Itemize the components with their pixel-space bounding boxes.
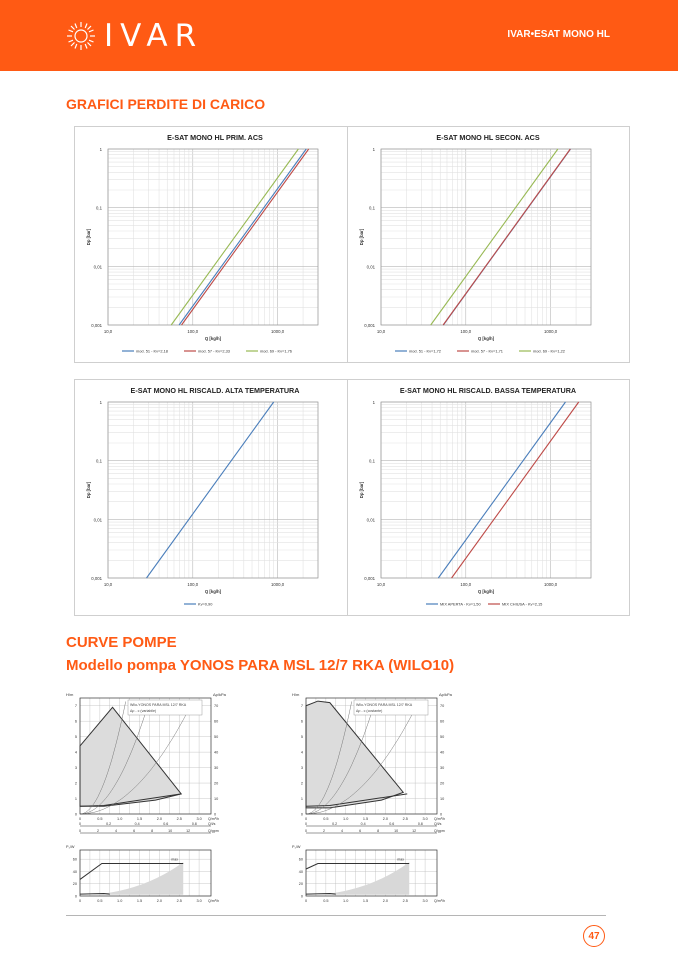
gpm-tick-label: 0 (305, 829, 307, 833)
pump-curve-variable (66, 690, 241, 910)
x-tick-label: 0.5 (323, 817, 329, 821)
y-tick-label: 0 (74, 812, 77, 817)
y-tick-label: 1 (99, 147, 102, 152)
pump-svg (292, 690, 467, 905)
chart-svg (75, 127, 356, 362)
power-x-tick-label: 1.0 (117, 899, 123, 903)
y-tick-label: 1 (74, 797, 77, 802)
plot-frame (381, 149, 591, 325)
ls-tick-label: 0.6 (163, 822, 169, 826)
power-x-tick-label: 2.0 (382, 899, 389, 903)
ls-tick-label: 0 (79, 822, 81, 826)
power-x-tick-label: 1.0 (343, 899, 349, 903)
plot-frame (108, 402, 318, 578)
chart-prim-acs (74, 126, 357, 363)
power-axis-label: P₁/W (66, 845, 75, 849)
x-tick-label: 2.5 (402, 817, 408, 821)
y-tick-label: 4 (300, 750, 303, 755)
y-tick-label: 1 (372, 400, 375, 405)
y-tick-label: 1 (372, 147, 375, 152)
x-tick-label: 1.5 (136, 817, 143, 821)
chart-svg (75, 380, 356, 615)
x-axis-label: Q/m³/h (434, 817, 445, 821)
y-tick-label: 0,01 (93, 264, 102, 270)
gpm-tick-label: 12 (412, 829, 417, 833)
gpm-tick-label: 4 (115, 829, 118, 833)
power-x-tick-label: 2.5 (176, 899, 182, 903)
ls-tick-label: 0.2 (106, 822, 112, 826)
x-tick-label: 1000,0 (543, 582, 558, 587)
y-axis-label: Dp [bar] (86, 228, 91, 246)
series-line (452, 402, 579, 578)
legend-label: mod. 69 - Kv=1,76 (260, 348, 292, 354)
sun-logo-icon (66, 21, 96, 51)
x-tick-label: 2.5 (176, 817, 182, 821)
y-tick-label-right: 50 (440, 735, 445, 740)
y-tick-label-right: 10 (214, 797, 219, 802)
legend-label: mod. 51 - Kv=2,18 (136, 348, 168, 354)
y-tick-label: 3 (300, 766, 303, 771)
y-tick-label: 0,001 (91, 323, 102, 328)
x-tick-label: 100,0 (460, 329, 472, 334)
power-x-axis-label: Q/m³/h (434, 899, 445, 903)
gpm-tick-label: 0 (79, 829, 81, 833)
power-y-tick-label: 40 (298, 869, 303, 874)
power-min-curve (80, 894, 110, 895)
x-axis-label: Q [kg/h] (477, 589, 495, 594)
gpm-tick-label: 2 (97, 829, 100, 833)
y-tick-label-right: 20 (440, 781, 445, 786)
legend-label: Kv=0,90 (198, 601, 213, 607)
y-tick-label: 3 (74, 766, 77, 771)
y-tick-label-right: 0 (214, 812, 217, 817)
power-x-tick-label: 2.0 (156, 899, 163, 903)
pump-curve-constant (292, 690, 467, 910)
power-x-axis-label: Q/m³/h (208, 899, 219, 903)
power-min-curve (306, 894, 336, 895)
series-line (443, 149, 570, 325)
y-tick-label: 4 (74, 750, 77, 755)
brand-logo (66, 20, 203, 52)
chart-title: E-SAT MONO HL RISCALD. BASSA TEMPERATURA (399, 386, 577, 395)
x-tick-label: 1000,0 (543, 329, 558, 334)
legend-label: MIX CHIUSA - Kv=2,15 (502, 601, 543, 607)
power-axis-label: P₁/W (292, 845, 301, 849)
ls-axis-label: Q/l/s (434, 822, 442, 826)
ls-tick-label: 0.8 (191, 822, 197, 826)
power-y-tick-label: 20 (298, 882, 303, 887)
power-x-tick-label: 1.5 (362, 899, 369, 903)
y-tick-label-right: 40 (440, 750, 445, 755)
power-y-tick-label: 60 (298, 857, 303, 862)
y-tick-label-right: 30 (214, 766, 219, 771)
x-tick-label: 100,0 (187, 329, 199, 334)
y-tick-label: 0,001 (91, 576, 102, 581)
chart-title: E-SAT MONO HL SECON. ACS (436, 133, 540, 142)
x-tick-label: 10,0 (103, 329, 113, 334)
y-tick-label-right: 70 (440, 704, 445, 709)
ls-tick-label: 0 (305, 822, 307, 826)
y-tick-label: 5 (300, 735, 303, 740)
power-x-tick-label: 3.0 (422, 899, 428, 903)
y-axis-label: Dp [bar] (86, 481, 91, 499)
gpm-tick-label: 6 (133, 829, 136, 833)
y-axis-label: H/m (66, 692, 74, 697)
x-tick-label: 0.5 (97, 817, 103, 821)
legend-label: mod. 69 - Kv=1,22 (533, 348, 565, 354)
x-axis-label: Q [kg/h] (477, 336, 495, 341)
y-tick-label: 0,1 (96, 205, 102, 211)
series-line (179, 149, 306, 325)
pump-svg (66, 690, 241, 905)
gpm-tick-label: 12 (186, 829, 191, 833)
y-tick-label: 2 (300, 781, 303, 786)
y-tick-label: 7 (74, 704, 77, 709)
pump-legend-text: Wilo-YONOS PARA MSL 12/7 RKA (130, 703, 187, 707)
page-header (0, 0, 678, 71)
y-axis-label: H/m (292, 692, 300, 697)
gpm-tick-label: 2 (323, 829, 326, 833)
page-number: 47 (583, 925, 605, 947)
x-axis-label: Q/m³/h (208, 817, 219, 821)
x-tick-label: 1000,0 (270, 582, 285, 587)
gpm-axis-label: Q/gpm (208, 829, 219, 833)
y-tick-label: 0,01 (366, 517, 375, 523)
x-tick-label: 1.5 (362, 817, 369, 821)
x-tick-label: 1000,0 (270, 329, 285, 334)
legend-label: mod. 57 - Kv=2,33 (198, 348, 230, 354)
power-max-label: max (171, 857, 179, 862)
ls-axis-label: Q/l/s (208, 822, 216, 826)
chart-riscald-alta (74, 379, 357, 616)
y-tick-label-right: 50 (214, 735, 219, 740)
x-tick-label: 10,0 (376, 582, 386, 587)
y-tick-label: 0,01 (366, 264, 375, 270)
power-x-tick-label: 0.5 (323, 899, 329, 903)
series-line (147, 402, 274, 578)
power-x-tick-label: 0 (304, 899, 308, 903)
chart-riscald-bassa (347, 379, 630, 616)
power-y-tick-label: 60 (72, 857, 77, 862)
y-tick-label: 7 (300, 704, 303, 709)
gpm-tick-label: 8 (151, 829, 154, 833)
footer-divider (66, 915, 606, 916)
legend-label: mod. 51 - Kv=1,72 (409, 348, 441, 354)
chart-svg (348, 380, 629, 615)
power-y-tick-label: 0 (74, 894, 77, 899)
y-axis-label: Dp [bar] (359, 481, 364, 499)
ls-tick-label: 0.8 (417, 822, 423, 826)
y-axis-label-right: Δp/kPa (439, 692, 452, 697)
y-tick-label: 2 (74, 781, 77, 786)
ls-tick-label: 0.2 (332, 822, 338, 826)
x-tick-label: 100,0 (187, 582, 199, 587)
ls-tick-label: 0.4 (360, 822, 366, 826)
x-axis-label: Q [kg/h] (204, 336, 222, 341)
y-axis-label: Dp [bar] (359, 228, 364, 246)
x-tick-label: 10,0 (103, 582, 113, 587)
document-title: IVAR•ESAT MONO HL (507, 29, 610, 40)
x-tick-label: 0 (304, 817, 308, 821)
x-tick-label: 3.0 (422, 817, 428, 821)
x-tick-label: 1.0 (343, 817, 349, 821)
series-line (171, 149, 298, 325)
x-tick-label: 100,0 (460, 582, 472, 587)
x-tick-label: 2.0 (382, 817, 389, 821)
gpm-tick-label: 6 (359, 829, 362, 833)
y-tick-label-right: 70 (214, 704, 219, 709)
x-tick-label: 2.0 (156, 817, 163, 821)
y-tick-label-right: 10 (440, 797, 445, 802)
y-axis-label-right: Δp/kPa (213, 692, 226, 697)
series-line (431, 149, 558, 325)
gpm-axis-label: Q/gpm (434, 829, 445, 833)
y-tick-label-right: 60 (440, 719, 445, 724)
pump-legend-text: Wilo-YONOS PARA MSL 12/7 RKA (356, 703, 413, 707)
x-tick-label: 3.0 (196, 817, 202, 821)
chart-svg (348, 127, 629, 362)
ls-tick-label: 0.4 (134, 822, 140, 826)
section-title-losses: GRAFICI PERDITE DI CARICO (66, 96, 266, 112)
y-tick-label-right: 0 (440, 812, 443, 817)
x-tick-label: 10,0 (376, 329, 386, 334)
section-title-pumps: CURVE POMPE (66, 634, 177, 651)
y-tick-label-right: 40 (214, 750, 219, 755)
x-tick-label: 0 (78, 817, 82, 821)
power-y-tick-label: 40 (72, 869, 77, 874)
y-tick-label: 6 (300, 719, 303, 724)
power-max-label: max (397, 857, 405, 862)
grid (108, 402, 318, 578)
brand-name: IVAR (104, 18, 204, 54)
power-x-tick-label: 3.0 (196, 899, 202, 903)
gpm-tick-label: 10 (394, 829, 399, 833)
gpm-tick-label: 10 (168, 829, 173, 833)
power-x-tick-label: 0 (78, 899, 82, 903)
ls-tick-label: 0.6 (389, 822, 395, 826)
y-tick-label: 0 (300, 812, 303, 817)
y-tick-label-right: 20 (214, 781, 219, 786)
power-max-curve (306, 863, 409, 869)
y-tick-label: 0,1 (369, 458, 375, 464)
y-tick-label: 1 (300, 797, 303, 802)
x-tick-label: 1.0 (117, 817, 123, 821)
chart-title: E-SAT MONO HL RISCALD. ALTA TEMPERATURA (130, 386, 300, 395)
y-tick-label-right: 60 (214, 719, 219, 724)
y-tick-label: 0,001 (364, 323, 375, 328)
pump-legend-text: Δp - c (costante) (356, 709, 383, 713)
pump-model-title: Modello pompa YONOS PARA MSL 12/7 RKA (WILO10) (66, 657, 455, 674)
chart-title: E-SAT MONO HL PRIM. ACS (167, 133, 263, 142)
y-tick-label: 6 (74, 719, 77, 724)
y-tick-label: 0,01 (93, 517, 102, 523)
legend-label: mod. 57 - Kv=1,71 (471, 348, 503, 354)
power-x-tick-label: 2.5 (402, 899, 408, 903)
x-axis-label: Q [kg/h] (204, 589, 222, 594)
series-line (182, 149, 309, 325)
y-tick-label: 0,001 (364, 576, 375, 581)
grid (381, 149, 591, 325)
gpm-tick-label: 8 (377, 829, 380, 833)
y-tick-label: 0,1 (369, 205, 375, 211)
power-y-tick-label: 0 (300, 894, 303, 899)
y-tick-label: 0,1 (96, 458, 102, 464)
power-x-tick-label: 0.5 (97, 899, 103, 903)
gpm-tick-label: 4 (341, 829, 344, 833)
power-y-tick-label: 20 (72, 882, 77, 887)
pump-legend-text: Δp - c (variabile) (130, 709, 157, 713)
y-tick-label: 5 (74, 735, 77, 740)
y-tick-label: 1 (99, 400, 102, 405)
chart-secon-acs (347, 126, 630, 363)
y-tick-label-right: 30 (440, 766, 445, 771)
legend-label: MIX APERTA - Kv=1,50 (440, 601, 481, 607)
power-x-tick-label: 1.5 (136, 899, 143, 903)
operating-field (306, 701, 403, 808)
